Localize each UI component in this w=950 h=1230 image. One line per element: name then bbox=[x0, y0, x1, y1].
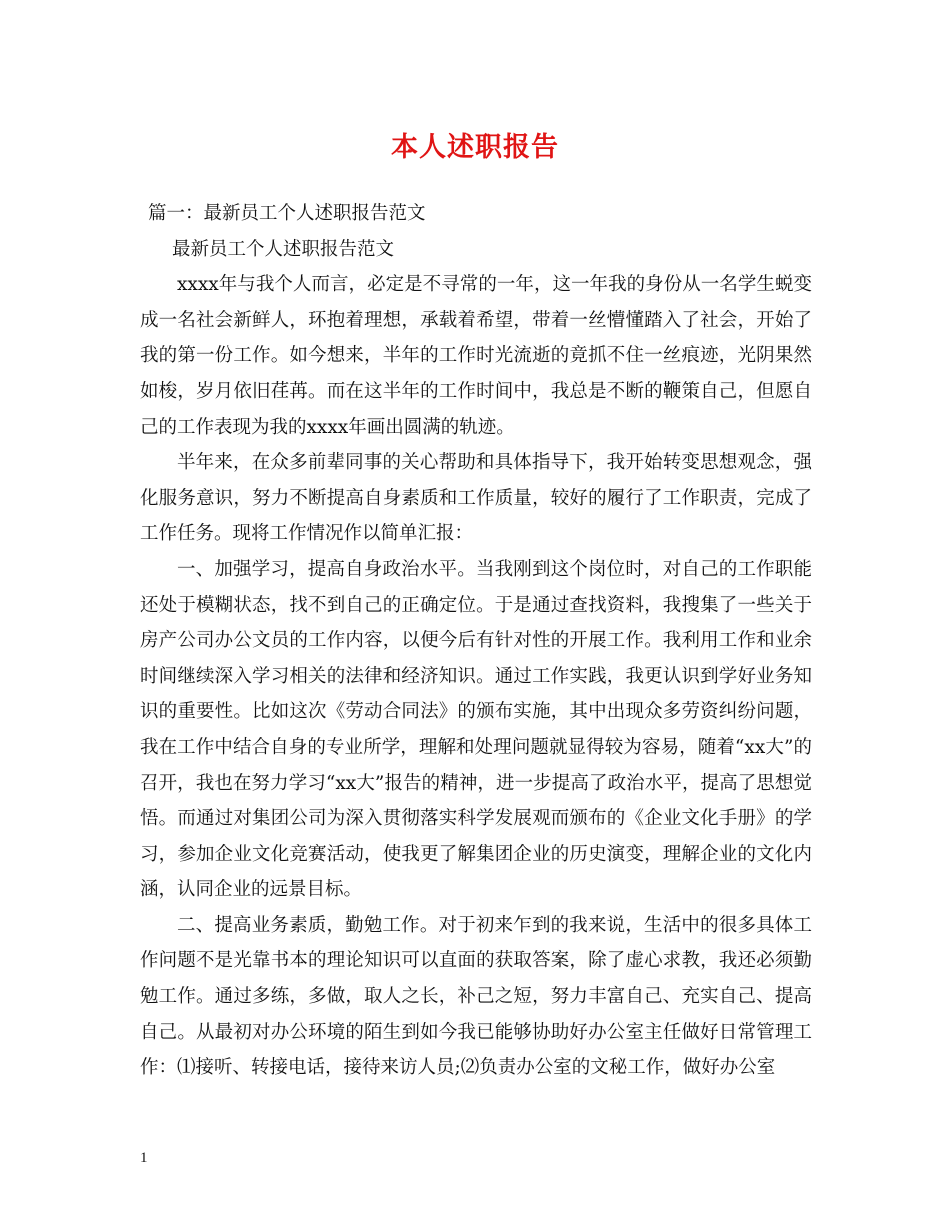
document-body bbox=[140, 196, 812, 1086]
paragraph-3: 一、加强学习，提高自身政治水平。当我刚到这个岗位时，对自己的工作职能还处于模糊状态，找不到自己的正确定位。于是通过查找资料，我搜集了一些关于房产公司办公文员的工作内容，以便今后有针对性的开展工作。我利用工作和业余时间继续深入学习相关的法律和经济知识。通过工作实践，我更认识到学好业务知识的重要性。比如这次《劳动合同法》的颁布实施，其中出现众多劳资纠纷问题，我在工作中结合自身的专业所学，理解和处理问题就显得较为容易，随着“xx大”的召开，我也在努力学习“xx大”报告的精神，进一步提高了政治水平，提高了思想觉悟。而通过对集团公司为深入贯彻落实科学发展观而颁布的《企业文化手册》的学习，参加企业文化竞赛活动，使我更了解集团企业的历史演变，理解企业的文化内涵，认同企业的远景目标。 bbox=[140, 558, 812, 901]
page-number: 1 bbox=[140, 1150, 148, 1166]
document-title: 本人述职报告 bbox=[391, 132, 559, 163]
paragraph-2: 半年来，在众多前辈同事的关心帮助和具体指导下，我开始转变思想观念，强化服务意识，努力不断提高自身素质和工作质量，较好的履行了工作职责，完成了工作任务。现将工作情况作以简单汇报： bbox=[140, 452, 812, 545]
section-heading: 篇一：最新员工个人述职报告范文 bbox=[148, 203, 426, 224]
paragraph-4: 二、提高业务素质，勤勉工作。对于初来乍到的我来说，生活中的很多具体工作问题不是光靠书本的理论知识可以直面的获取答案，除了虚心求教，我还必须勤勉工作。通过多练，多做，取人之长，补己之短，努力丰富自己、充实自己、提高自己。从最初对办公环境的陌生到如今我已能够协助好办公室主任做好日常管理工作：⑴接听、转接电话，接待来访人员;⑵负责办公室的文秘工作，做好办公室 bbox=[140, 914, 812, 1079]
paragraph-1: xxxx年与我个人而言，必定是不寻常的一年，这一年我的身份从一名学生蜕变成一名社会新鲜人，环抱着理想，承载着希望，带着一丝懵懂踏入了社会，开始了我的第一份工作。如今想来，半年的工作时光流逝的竟抓不住一丝痕迹，光阴果然如梭，岁月依旧荏苒。而在这半年的工作时间中，我总是不断的鞭策自己，但愿自己的工作表现为我的xxxx年画出圆满的轨迹。 bbox=[140, 274, 812, 438]
sub-heading: 最新员工个人述职报告范文 bbox=[172, 238, 395, 260]
